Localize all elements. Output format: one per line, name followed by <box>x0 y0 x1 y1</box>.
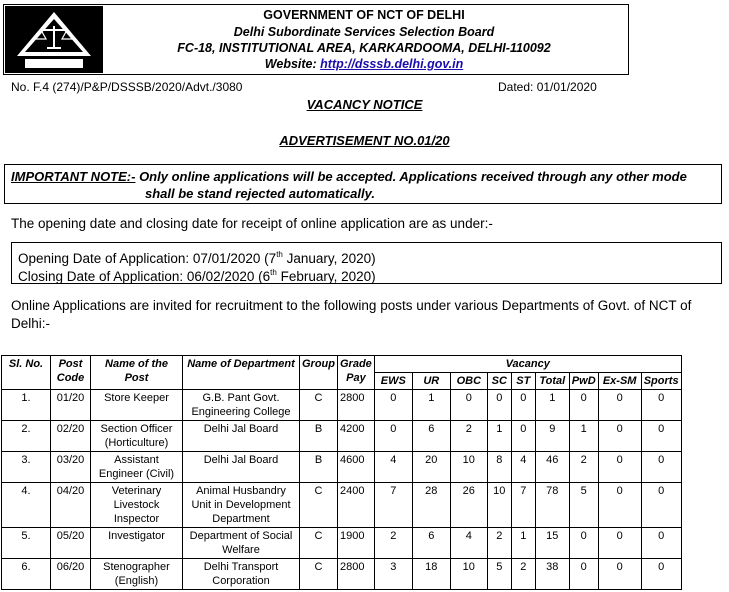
col-sc: SC <box>487 373 511 390</box>
col-sl-no: Sl. No. <box>2 356 51 390</box>
cell-department: Delhi Transport Corporation <box>183 559 300 590</box>
cell-post-code: 04/20 <box>51 483 91 528</box>
note-text: Only online applications will be accepted. Applications received through any other mode <box>135 169 687 184</box>
cell-ur: 1 <box>412 390 450 421</box>
table-row <box>2 421 682 452</box>
cell-st: 2 <box>511 559 535 590</box>
cell-group: C <box>300 483 338 528</box>
cell-exsm: 0 <box>598 483 641 528</box>
cell-pwd: 1 <box>569 421 598 452</box>
cell-sl-no: 6. <box>2 559 51 590</box>
cell-sl-no: 2. <box>2 421 51 452</box>
dates-box <box>11 242 722 284</box>
cell-ews: 2 <box>374 528 412 559</box>
col-department: Name of Department <box>183 356 300 390</box>
dates-intro: The opening date and closing date for receipt of online application are as under:- <box>11 216 493 231</box>
closing-date <box>18 264 376 286</box>
col-obc: OBC <box>450 373 487 390</box>
cell-pwd: 0 <box>569 390 598 421</box>
board-name: Delhi Subordinate Services Selection Board <box>233 25 495 39</box>
opening-date-sup: th <box>276 250 283 259</box>
cell-post-code: 01/20 <box>51 390 91 421</box>
cell-obc: 4 <box>450 528 487 559</box>
cell-post-code: 02/20 <box>51 421 91 452</box>
cell-ur: 18 <box>412 559 450 590</box>
reference-number: No. F.4 (274)/P&P/DSSSB/2020/Advt./3080 <box>11 80 243 94</box>
cell-post-name: Section Officer (Horticulture) <box>91 421 183 452</box>
govt-title: GOVERNMENT OF NCT OF DELHI <box>263 8 465 22</box>
cell-exsm: 0 <box>598 528 641 559</box>
table-row <box>2 483 682 528</box>
cell-st: 1 <box>511 528 535 559</box>
cell-total: 38 <box>535 559 569 590</box>
cell-sports: 0 <box>641 483 681 528</box>
col-post-name: Name of the Post <box>91 356 183 390</box>
scales-of-justice-icon <box>5 6 103 73</box>
cell-total: 9 <box>535 421 569 452</box>
cell-obc: 0 <box>450 390 487 421</box>
cell-sc: 2 <box>487 528 511 559</box>
opening-date-rest: January, 2020) <box>282 251 376 266</box>
cell-group: B <box>300 452 338 483</box>
cell-department: G.B. Pant Govt. Engineering College <box>183 390 300 421</box>
col-pwd: PwD <box>569 373 598 390</box>
col-exsm: Ex-SM <box>598 373 641 390</box>
website-line <box>104 56 624 73</box>
cell-ews: 3 <box>374 559 412 590</box>
cell-ur: 6 <box>412 421 450 452</box>
cell-sports: 0 <box>641 421 681 452</box>
cell-department: Animal Husbandry Unit in Development Department <box>183 483 300 528</box>
cell-ur: 6 <box>412 528 450 559</box>
cell-sl-no: 4. <box>2 483 51 528</box>
cell-ews: 4 <box>374 452 412 483</box>
cell-obc: 10 <box>450 452 487 483</box>
cell-st: 0 <box>511 390 535 421</box>
cell-group: C <box>300 390 338 421</box>
website-link[interactable]: http://dsssb.delhi.gov.in <box>320 57 464 71</box>
cell-ews: 0 <box>374 421 412 452</box>
cell-total: 1 <box>535 390 569 421</box>
board-address: FC-18, INSTITUTIONAL AREA, KARKARDOOMA, DELHI-110092 <box>177 41 551 55</box>
cell-obc: 2 <box>450 421 487 452</box>
table-row <box>2 559 682 590</box>
vacancy-notice-title: VACANCY NOTICE <box>306 97 423 112</box>
online-applications-paragraph: Online Applications are invited for recruitment to the following posts under various Departments of Govt. of NCT of Delhi:- <box>11 298 692 331</box>
cell-grade-pay: 1900 <box>338 528 375 559</box>
col-total: Total <box>535 373 569 390</box>
cell-department: Department of Social Welfare <box>183 528 300 559</box>
cell-sc: 10 <box>487 483 511 528</box>
cell-department: Delhi Jal Board <box>183 421 300 452</box>
vacancy-table <box>1 355 682 590</box>
cell-group: C <box>300 559 338 590</box>
cell-post-code: 05/20 <box>51 528 91 559</box>
cell-pwd: 5 <box>569 483 598 528</box>
cell-sports: 0 <box>641 390 681 421</box>
cell-obc: 10 <box>450 559 487 590</box>
cell-group: C <box>300 528 338 559</box>
table-row <box>2 528 682 559</box>
cell-exsm: 0 <box>598 421 641 452</box>
cell-sports: 0 <box>641 528 681 559</box>
cell-post-name: Stenographer (English) <box>91 559 183 590</box>
cell-sports: 0 <box>641 452 681 483</box>
table-body <box>2 390 682 590</box>
cell-sl-no: 1. <box>2 390 51 421</box>
cell-grade-pay: 2800 <box>338 559 375 590</box>
cell-sc: 0 <box>487 390 511 421</box>
cell-post-name: Store Keeper <box>91 390 183 421</box>
cell-post-code: 06/20 <box>51 559 91 590</box>
cell-ur: 20 <box>412 452 450 483</box>
table-row <box>2 390 682 421</box>
advertisement-title: ADVERTISEMENT NO.01/20 <box>279 133 450 148</box>
cell-department: Delhi Jal Board <box>183 452 300 483</box>
note-line-2: shall be stand rejected automatically. <box>145 186 375 201</box>
cell-pwd: 0 <box>569 559 598 590</box>
cell-sc: 1 <box>487 421 511 452</box>
closing-date-label: Closing Date of Application: 06/02/2020 (6 <box>18 269 271 284</box>
cell-obc: 26 <box>450 483 487 528</box>
cell-total: 15 <box>535 528 569 559</box>
cell-post-name: Assistant Engineer (Civil) <box>91 452 183 483</box>
header-box <box>3 4 629 75</box>
col-group: Group <box>300 356 338 390</box>
cell-exsm: 0 <box>598 452 641 483</box>
cell-grade-pay: 4200 <box>338 421 375 452</box>
note-label: IMPORTANT NOTE:- <box>11 169 136 184</box>
col-vacancy: Vacancy <box>374 356 681 373</box>
cell-sc: 8 <box>487 452 511 483</box>
cell-pwd: 0 <box>569 528 598 559</box>
dsssb-logo <box>5 6 103 73</box>
col-ur: UR <box>412 373 450 390</box>
cell-grade-pay: 2800 <box>338 390 375 421</box>
cell-ews: 0 <box>374 390 412 421</box>
col-sports: Sports <box>641 373 681 390</box>
cell-total: 78 <box>535 483 569 528</box>
cell-st: 0 <box>511 421 535 452</box>
cell-total: 46 <box>535 452 569 483</box>
cell-post-name: Investigator <box>91 528 183 559</box>
cell-st: 7 <box>511 483 535 528</box>
cell-post-name: Veterinary Livestock Inspector <box>91 483 183 528</box>
note-line-1 <box>11 168 687 185</box>
opening-date-label: Opening Date of Application: 07/01/2020 (7 <box>18 251 277 266</box>
cell-ews: 7 <box>374 483 412 528</box>
col-st: ST <box>511 373 535 390</box>
cell-sl-no: 3. <box>2 452 51 483</box>
col-post-code: Post Code <box>51 356 91 390</box>
closing-date-rest: February, 2020) <box>276 269 376 284</box>
cell-group: B <box>300 421 338 452</box>
cell-grade-pay: 4600 <box>338 452 375 483</box>
cell-sc: 5 <box>487 559 511 590</box>
notice-date: Dated: 01/01/2020 <box>498 80 597 94</box>
col-ews: EWS <box>374 373 412 390</box>
cell-exsm: 0 <box>598 559 641 590</box>
important-note-box <box>4 164 722 204</box>
cell-sports: 0 <box>641 559 681 590</box>
cell-ur: 28 <box>412 483 450 528</box>
col-grade-pay: Grade Pay <box>338 356 375 390</box>
cell-st: 4 <box>511 452 535 483</box>
cell-post-code: 03/20 <box>51 452 91 483</box>
cell-grade-pay: 2400 <box>338 483 375 528</box>
table-row <box>2 452 682 483</box>
closing-date-sup: th <box>270 268 277 277</box>
cell-exsm: 0 <box>598 390 641 421</box>
table-header-row <box>2 356 682 373</box>
cell-sl-no: 5. <box>2 528 51 559</box>
website-label: Website: <box>264 57 321 71</box>
cell-pwd: 2 <box>569 452 598 483</box>
